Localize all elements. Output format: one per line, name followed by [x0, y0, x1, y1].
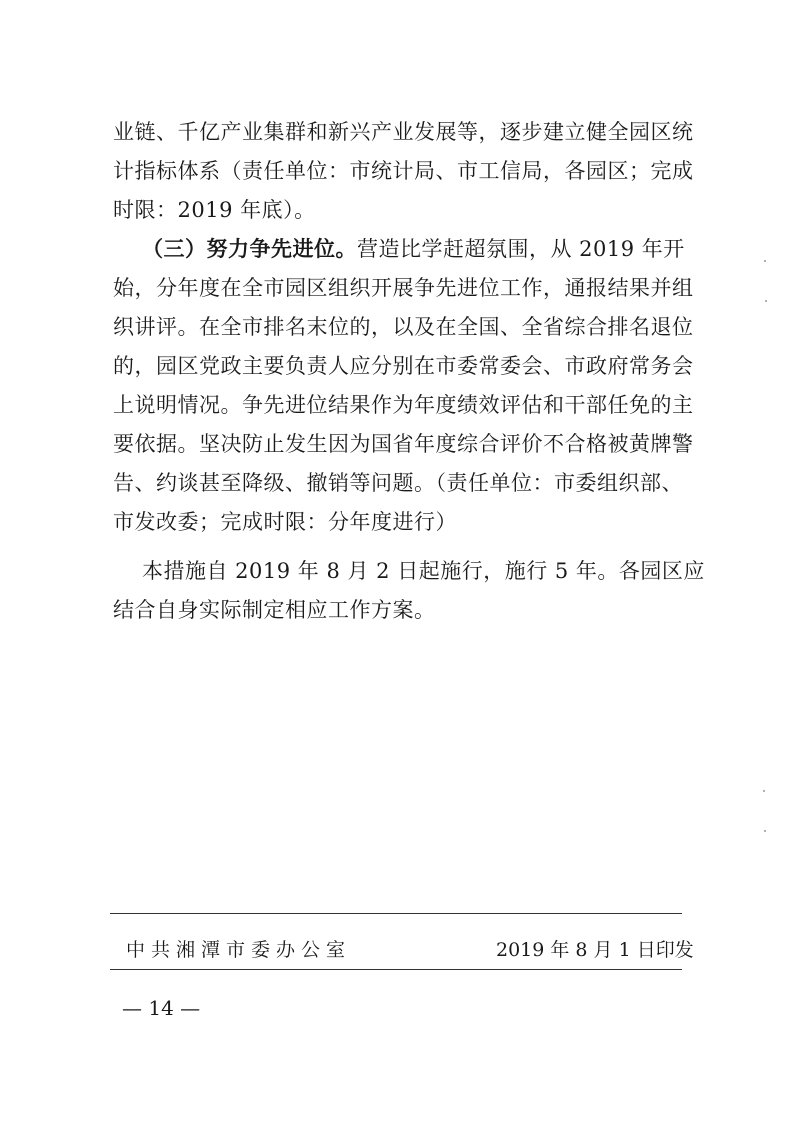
section-3-heading: （三）努力争先进位。	[142, 236, 357, 261]
section-3-line: 要依据。坚决防止发生因为国省年度综合评价不合格被黄牌警	[113, 432, 694, 456]
section-3-line: 告、约谈甚至降级、撤销等问题。（责任单位：市委组织部、	[113, 471, 683, 495]
closing-line: 结合自身实际制定相应工作方案。	[113, 598, 436, 622]
scan-speck	[764, 830, 766, 832]
closing-line: 本措施自 2019 年 8 月 2 日起施行，施行 5 年。各园区应	[142, 559, 705, 583]
section-3-line: 织讲评。在全市排名末位的，以及在全国、全省综合排名退位	[113, 315, 694, 339]
body-line: 计指标体系（责任单位：市统计局、市工信局，各园区；完成	[113, 159, 694, 183]
body-line: 时限：2019 年底）。	[113, 198, 316, 222]
scan-speck	[763, 790, 765, 792]
section-3-line: 上说明情况。争先进位结果作为年度绩效评估和干部任免的主	[113, 393, 694, 417]
section-3-line: 始，分年度在全市园区组织开展争先进位工作，通报结果并组	[113, 276, 694, 300]
scan-speck	[765, 300, 767, 302]
body-line: 业链、千亿产业集群和新兴产业发展等，逐步建立健全园区统	[113, 120, 694, 144]
footer-date: 2019 年 8 月 1 日印发	[496, 939, 694, 961]
footer-issuer: 中共湘潭市委办公室	[126, 939, 352, 961]
section-3-first-line-text: 营造比学赶超氛围，从 2019 年开	[357, 237, 685, 261]
page-number: — 14 —	[122, 996, 201, 1020]
section-3-first-line	[142, 235, 712, 263]
footer-top-rule	[110, 913, 682, 914]
section-3-line: 的，园区党政主要负责人应分别在市委常委会、市政府常务会	[113, 354, 694, 378]
footer-bottom-rule	[110, 969, 682, 970]
section-3-line: 市发改委；完成时限：分年度进行）	[113, 510, 457, 534]
scan-speck	[764, 260, 766, 262]
